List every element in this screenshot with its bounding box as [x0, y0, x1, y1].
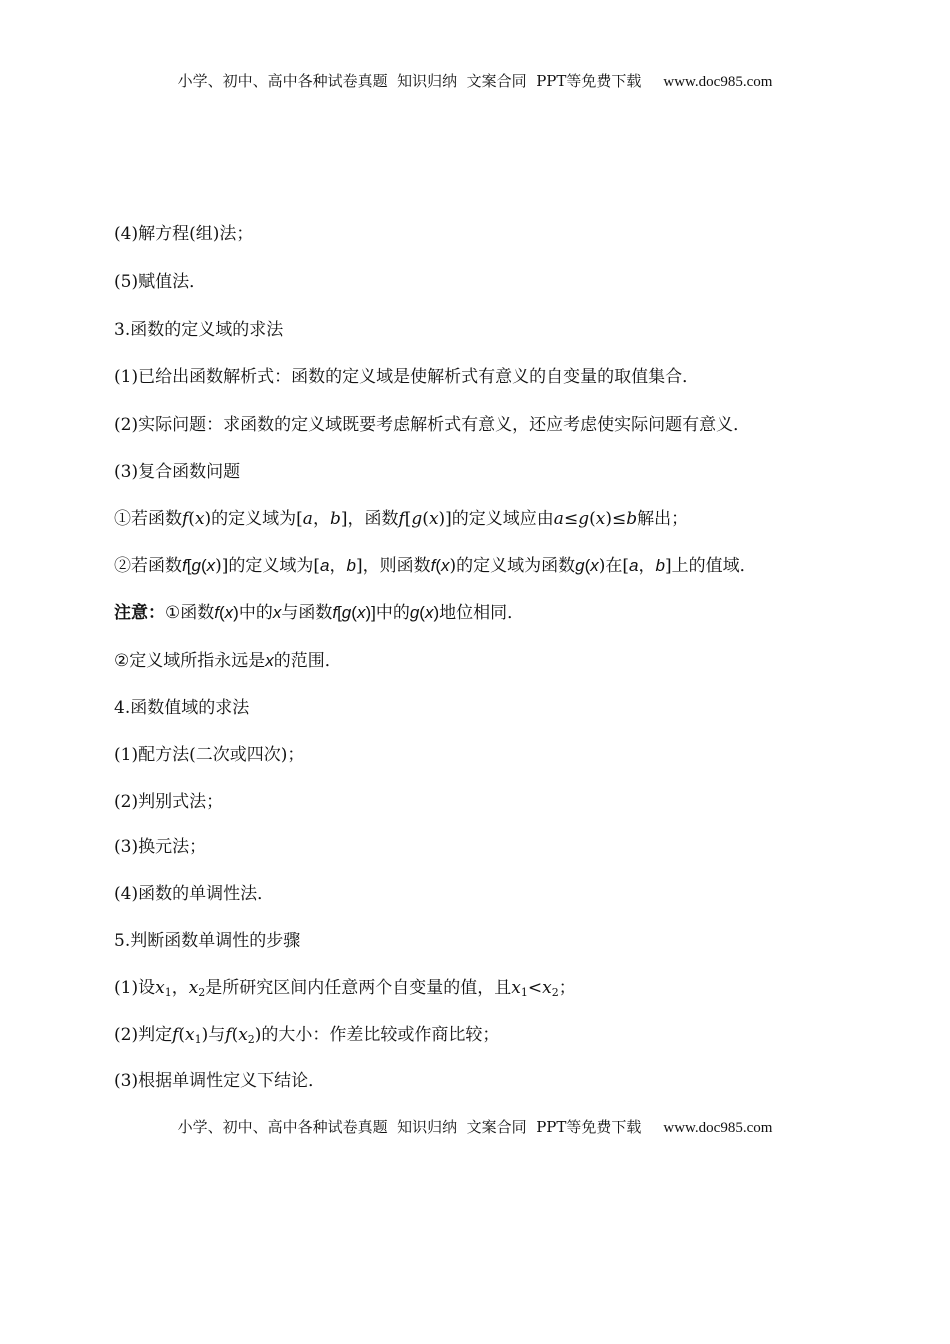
line-3-2: (2)实际问题：求函数的定义域既要考虑解析式有意义，还应考虑使实际问题有意义． [114, 415, 751, 435]
page-header [0, 70, 950, 91]
section-3-title: 3.函数的定义域的求法 [114, 320, 284, 340]
header-text: 小学、初中、高中各种试卷真题 知识归纳 文案合同 PPT等免费下载 [177, 72, 642, 90]
footer-text: 小学、初中、高中各种试卷真题 知识归纳 文案合同 PPT等免费下载 [177, 1118, 642, 1136]
header-site-link[interactable]: www.doc985.com [663, 74, 773, 90]
line-4-3: (3)换元法； [114, 837, 207, 857]
line-3-5: ②若函数f[g(x)]的定义域为[a，b]，则函数f(x)的定义域为函数g(x)在[a，b]上的值域． [114, 556, 757, 576]
line-4-1: (1)配方法(二次或四次)； [114, 745, 305, 765]
line-3-1: (1)已给出函数解析式：函数的定义域是使解析式有意义的自变量的取值集合． [114, 367, 700, 387]
line-5-3: (3)根据单调性定义下结论． [114, 1071, 326, 1091]
line-5-2: (2)判定$f(x_1)$与$f(x_2)$的大小：作差比较或作商比较； [114, 1025, 500, 1046]
section-5-title: 5.判断函数单调性的步骤 [114, 931, 301, 951]
footer-site-link[interactable]: www.doc985.com [663, 1120, 773, 1136]
line-method-5: (5)赋值法． [114, 272, 207, 292]
line-method-4: (4)解方程(组)法； [114, 224, 254, 244]
line-4-4: (4)函数的单调性法． [114, 884, 275, 904]
line-4-2: (2)判别式法； [114, 792, 224, 812]
page-footer [0, 1116, 950, 1137]
line-5-1: (1)设$x_1$，$x_2$是所研究区间内任意两个自变量的值，且$x_1<x_2$； [114, 978, 576, 999]
note-1: 注意：①函数f(x)中的x与函数f[g(x)]中的g(x)地位相同． [114, 603, 525, 622]
section-4-title: 4.函数值域的求法 [114, 698, 250, 718]
note-2: ②定义域所指永远是x的范围． [114, 651, 342, 670]
line-3-4: ①若函数f(x)的定义域为[a，b]，函数f[g(x)]的定义域应由a≤g(x)≤b解出； [114, 509, 689, 529]
line-3-3: (3)复合函数问题 [114, 462, 241, 482]
